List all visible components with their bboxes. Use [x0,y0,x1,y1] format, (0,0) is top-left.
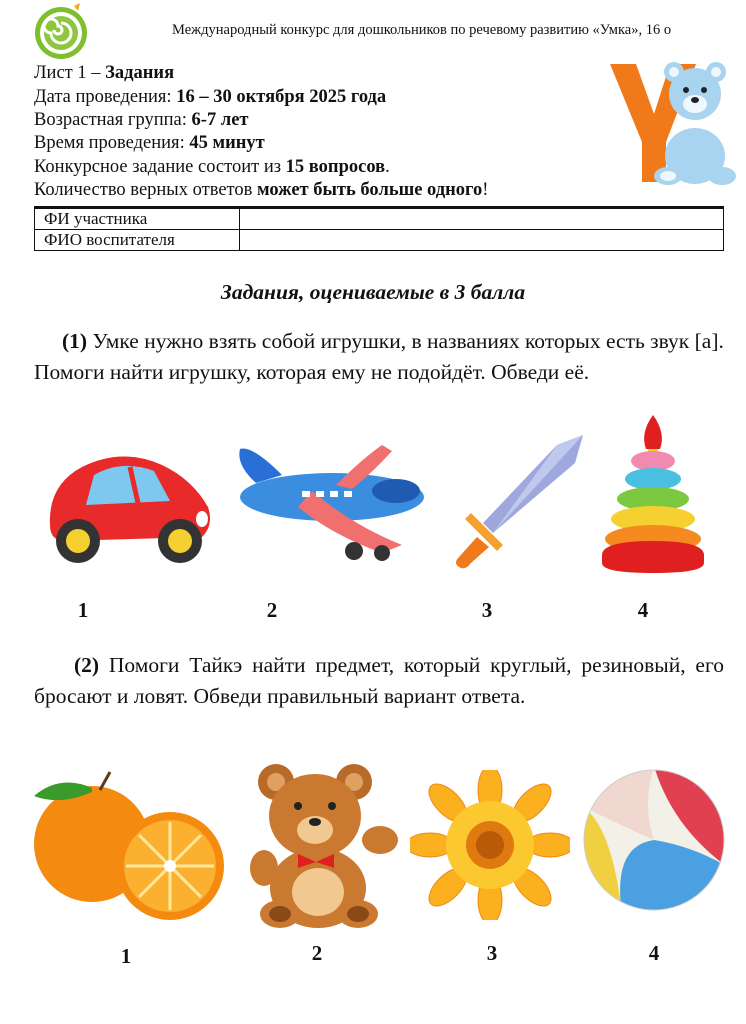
question-1 [34,326,724,388]
letter-u-bear-icon [600,56,746,188]
time-line: Время проведения: 45 минут [34,133,265,153]
teacher-name-label: ФИО воспитателя [35,230,240,251]
question-text: Помоги Тайкэ найти предмет, который круглый, резиновый, его бросают и ловят. Обведи правильный вариант ответа. [34,653,724,708]
answers-line: Количество верных ответов может быть больше одного! [34,180,489,200]
question-number: (2) [74,653,100,677]
green-spiral-logo-icon [32,2,90,60]
toy-airplane-icon[interactable] [232,435,428,565]
participant-table [34,206,724,251]
table-row [35,208,724,230]
date-line: Дата проведения: 16 – 30 октября 2025 года [34,87,387,107]
teddy-bear-icon[interactable] [250,760,400,930]
toy-car-icon[interactable] [42,445,214,570]
orange-icon[interactable] [30,770,226,922]
participant-name-label: ФИ участника [35,208,240,230]
option-label: 2 [311,941,323,965]
section-title: Задания, оцениваемые в 3 балла [220,280,526,304]
question-count-line: Конкурсное задание состоит из 15 вопросов. [34,157,390,177]
option-label: 1 [120,944,132,968]
question-2 [34,650,724,712]
teacher-name-field[interactable] [240,230,724,251]
question-number: (1) [62,329,88,353]
flower-icon[interactable] [410,770,570,920]
option-label: 4 [648,941,660,965]
contest-header: Международный конкурс для дошкольников по речевому развитию «Умка», 16 о [172,22,672,38]
sheet-title-line: Лист 1 – Задания [34,63,175,83]
toy-sword-icon[interactable] [445,433,585,573]
participant-name-field[interactable] [240,208,724,230]
age-line: Возрастная группа: 6-7 лет [34,110,249,130]
option-label: 2 [266,598,278,622]
option-label: 1 [77,598,89,622]
toy-pyramid-icon[interactable] [600,415,706,573]
option-label: 3 [486,941,498,965]
table-row [35,230,724,251]
option-label: 3 [481,598,493,622]
beach-ball-icon[interactable] [582,766,726,914]
question-text: Умке нужно взять собой игрушки, в названиях которых есть звук [а]. Помоги найти игрушку, которая ему не подойдёт. Обведи её. [34,329,724,384]
option-label: 4 [637,598,649,622]
